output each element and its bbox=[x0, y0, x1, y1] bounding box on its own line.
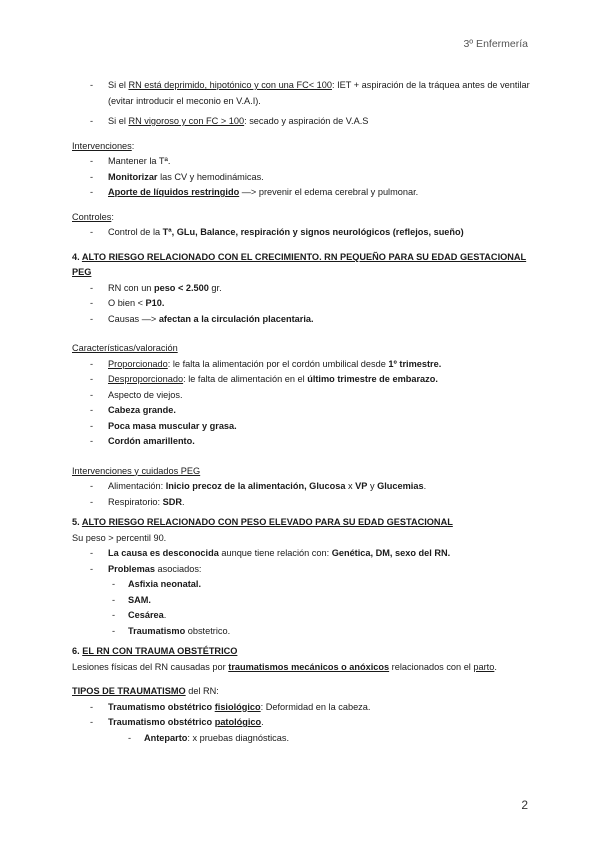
list-item bbox=[72, 357, 530, 373]
list-item bbox=[72, 296, 530, 312]
list-item-vigoroso bbox=[72, 114, 530, 130]
bold-text: Glucemias bbox=[377, 481, 424, 491]
section-number: 6. bbox=[72, 646, 80, 656]
section-title: ALTO RIESGO RELACIONADO CON EL CRECIMIENTO. RN PEQUEÑO PARA SU EDAD GESTACIONAL PEG bbox=[72, 251, 527, 277]
bold-text: SAM. bbox=[128, 594, 151, 605]
bold-text: Poca masa muscular y grasa. bbox=[108, 420, 237, 431]
underlined-text: RN vigoroso y con FC > 100 bbox=[128, 116, 245, 126]
section-number: 5. bbox=[72, 517, 80, 527]
text: : secado y aspiración de V.A.S bbox=[244, 116, 369, 126]
list-item bbox=[72, 403, 530, 419]
sub-list-item bbox=[72, 608, 530, 624]
heading-text: Intervenciones bbox=[72, 140, 132, 151]
bold-text: traumatismos mecánicos o anóxicos bbox=[228, 661, 390, 672]
bold-text: P10. bbox=[145, 298, 165, 308]
bold-text: Monitorizar bbox=[108, 171, 158, 182]
section-heading-peg bbox=[72, 464, 530, 480]
text: Alimentación: bbox=[108, 481, 166, 491]
sub-list-item bbox=[72, 624, 530, 640]
bold-text: Aporte de líquidos restringido bbox=[108, 187, 240, 197]
text: aunque tiene relación con: bbox=[218, 548, 332, 558]
text: —> prevenir el edema cerebral y pulmonar. bbox=[239, 187, 419, 197]
list-item bbox=[72, 419, 530, 435]
text: Respiratorio: bbox=[108, 496, 163, 507]
list-item bbox=[72, 170, 530, 186]
bold-text: Traumatismo obstétrico bbox=[108, 717, 215, 727]
text: y bbox=[367, 481, 378, 491]
text: . bbox=[182, 496, 185, 507]
text: Mantener la Tª. bbox=[108, 156, 171, 166]
heading-text: Controles bbox=[72, 211, 112, 222]
section-title: EL RN CON TRAUMA OBSTÉTRICO bbox=[82, 646, 238, 656]
page-content bbox=[72, 78, 530, 746]
bold-text: Cesárea bbox=[128, 610, 164, 620]
text: Si el bbox=[108, 116, 129, 126]
list-item bbox=[72, 562, 530, 578]
text: relacionados con el bbox=[389, 661, 474, 672]
bold-text: Inicio precoz de la alimentación, Glucosa bbox=[165, 481, 346, 491]
bold-text: último trimestre de embarazo. bbox=[307, 374, 438, 384]
section-heading-tipos bbox=[72, 684, 530, 700]
text: : le falta de alimentación en el bbox=[183, 374, 308, 384]
heading-text: TIPOS DE TRAUMATISMO bbox=[72, 686, 186, 696]
text: Control de la bbox=[108, 227, 163, 237]
bold-text: Asfixia neonatal. bbox=[128, 579, 202, 589]
section-heading-6 bbox=[72, 644, 530, 660]
underlined-text: Desproporcionado bbox=[108, 374, 184, 384]
text: : x pruebas diagnósticas. bbox=[187, 732, 290, 743]
list-item bbox=[72, 434, 530, 450]
bold-text: Cabeza grande. bbox=[108, 405, 176, 415]
heading-text: Intervenciones y cuidados PEG bbox=[72, 465, 201, 476]
bold-text: Traumatismo bbox=[128, 625, 186, 636]
section-heading-caracteristicas bbox=[72, 341, 530, 357]
text: las CV y hemodinámicas. bbox=[157, 171, 264, 182]
page-header: 3º Enfermería bbox=[463, 38, 528, 50]
bold-text: Genética, DM, sexo del RN. bbox=[331, 548, 451, 558]
sub-list-item bbox=[72, 577, 530, 593]
text: . bbox=[423, 481, 427, 491]
text: Lesiones físicas del RN causadas por bbox=[72, 661, 229, 672]
text: x bbox=[345, 481, 356, 491]
list-item bbox=[72, 495, 530, 511]
colon: : bbox=[111, 211, 114, 222]
list-item bbox=[72, 700, 530, 716]
underlined-text: parto bbox=[473, 661, 495, 672]
text: : Deformidad en la cabeza. bbox=[260, 701, 371, 712]
bold-text: peso < 2.500 bbox=[153, 282, 209, 293]
section-heading-controles bbox=[72, 210, 530, 226]
text: . bbox=[261, 717, 264, 727]
text: Aspecto de viejos. bbox=[108, 389, 183, 400]
text: RN con un bbox=[108, 282, 154, 293]
page-number: 2 bbox=[521, 798, 528, 812]
paragraph: Su peso > percentil 90. bbox=[72, 532, 167, 543]
text: : le falta la alimentación por el cordón umbilical desde bbox=[167, 358, 389, 369]
bold-text: La causa es desconocida bbox=[108, 548, 219, 558]
underlined-text: Proporcionado bbox=[108, 358, 168, 369]
list-item bbox=[72, 154, 530, 170]
text: O bien < bbox=[108, 298, 146, 308]
bold-text: Tª, GLu, Balance, respiración y signos neurológicos (reflejos, sueño) bbox=[162, 227, 464, 237]
bold-text: Problemas bbox=[108, 563, 155, 574]
section-number: 4. bbox=[72, 251, 80, 262]
list-item bbox=[72, 372, 530, 388]
list-item bbox=[72, 312, 530, 328]
list-item bbox=[72, 546, 530, 562]
bold-text: VP bbox=[355, 481, 368, 491]
bold-text: Anteparto bbox=[144, 732, 188, 743]
paragraph bbox=[72, 660, 530, 676]
bold-text: Cordón amarillento. bbox=[108, 436, 195, 446]
section-heading-4 bbox=[72, 250, 530, 281]
section-title: ALTO RIESGO RELACIONADO CON PESO ELEVADO PARA SU EDAD GESTACIONAL bbox=[81, 517, 453, 527]
text: gr. bbox=[208, 282, 222, 293]
underlined-text: patológico bbox=[214, 717, 262, 727]
text: . bbox=[163, 610, 167, 620]
text: . bbox=[494, 661, 497, 672]
bold-text: 1º trimestre. bbox=[388, 358, 442, 369]
bold-text: SDR bbox=[162, 496, 183, 507]
underlined-text: fisiológico bbox=[214, 701, 261, 712]
sub-list-item bbox=[72, 731, 530, 747]
list-item-deprimido bbox=[72, 78, 530, 109]
text: asociados: bbox=[154, 563, 202, 574]
section-heading-5 bbox=[72, 515, 530, 531]
text: Causas —> bbox=[108, 313, 159, 324]
bold-text: afectan a la circulación placentaria. bbox=[158, 313, 314, 324]
colon: : bbox=[131, 140, 135, 151]
list-item bbox=[72, 185, 530, 201]
list-item bbox=[72, 715, 530, 731]
section-heading-intervenciones bbox=[72, 139, 530, 155]
text: del RN: bbox=[185, 686, 219, 696]
underlined-text: RN está deprimido, hipotónico y con una FC< 100 bbox=[128, 80, 332, 90]
heading-text: Características/valoración bbox=[72, 343, 178, 353]
list-item bbox=[72, 225, 530, 241]
text: Si el bbox=[108, 80, 129, 90]
text: obstetrico. bbox=[185, 625, 231, 636]
sub-list-item bbox=[72, 593, 530, 609]
text: : IET + aspiración de la tráquea antes de ventilar (evitar introducir el meconio en V.A.I). bbox=[108, 80, 530, 106]
list-item bbox=[72, 281, 530, 297]
list-item bbox=[72, 479, 530, 495]
bold-text: Traumatismo obstétrico bbox=[108, 701, 215, 712]
list-item bbox=[72, 388, 530, 404]
